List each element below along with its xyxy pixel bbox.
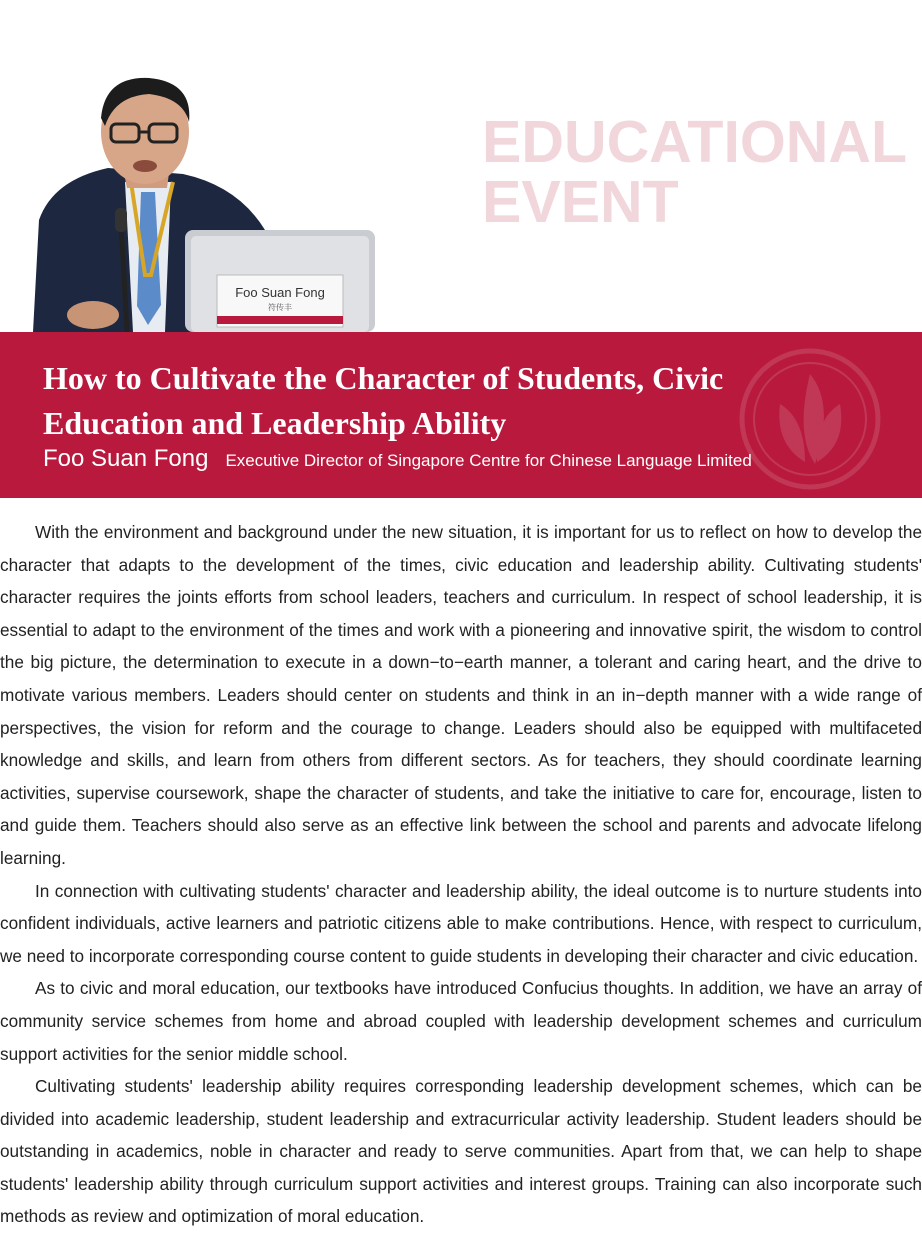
author-role: Executive Director of Singapore Centre for Chinese Language Limited bbox=[225, 451, 752, 470]
article-paragraph: Cultivating students' leadership ability requires corresponding leadership development schemes, which can be divided into academic leadership, student leadership and extracurricular activity leadership. Student leaders should be outstanding in academics, noble in character and ready to serve communities. Apart from that, we can help to shape students' leadership ability through curriculum support activities and interest groups. Training can also incorporate such methods as review and optimization of moral education. bbox=[0, 1076, 922, 1227]
author-byline bbox=[43, 445, 752, 477]
section-watermark bbox=[482, 109, 922, 235]
author-name: Foo Suan Fong bbox=[43, 445, 209, 472]
article-title-line-1: How to Cultivate the Character of Students, Civic bbox=[43, 360, 724, 396]
article-title bbox=[43, 356, 863, 446]
title-banner bbox=[0, 332, 922, 498]
article-paragraph: In connection with cultivating students' character and leadership ability, the ideal outcome is to nurture students into confident individuals, active learners and patriotic citizens able to make contributions. Hence, with respect to curriculum, we need to incorporate corresponding course content to guide students in developing their character and civic education. bbox=[0, 880, 922, 966]
name-card-name: Foo Suan Fong bbox=[235, 285, 325, 300]
article-paragraph: With the environment and background under the new situation, it is important for us to reflect on how to develop the character that adapts to the development of the times, civic education and leadership ability. Cultivating students' character requires the joints efforts from school leaders, teachers and curriculum. In respect of school leadership, it is essential to adapt to the environment of the times and work with a pioneering and innovative spirit, the wisdom to control the big picture, the determination to execute in a down−to−earth manner, a tolerant and caring heart, and the drive to motivate various members. Leaders should center on students and think in an in−depth manner with a wide range of perspectives, the vision for reform and the courage to change. Leaders should also be equipped with multifaceted knowledge and skills, and learn from others from different sectors. As for teachers, they should coordinate learning activities, supervise coursework, shape the character of students, and take the initiative to care for, encourage, listen to and guide them. Teachers should also serve as an effective link between the school and parents and advocate lifelong learning. bbox=[0, 522, 922, 868]
name-card-chinese-name: 符传丰 bbox=[268, 303, 292, 312]
article-paragraph: As to civic and moral education, our textbooks have introduced Confucius thoughts. In addition, we have an array of community service schemes from home and abroad coupled with leadership development schemes and curriculum support activities for the senior middle school. bbox=[0, 978, 922, 1064]
speaker-photo bbox=[33, 70, 375, 332]
article-body bbox=[0, 516, 922, 1233]
watermark-line-1: EDUCATIONAL bbox=[482, 109, 907, 175]
article-title-line-2: Education and Leadership Ability bbox=[43, 405, 507, 441]
watermark-line-2: EVENT bbox=[482, 169, 679, 235]
